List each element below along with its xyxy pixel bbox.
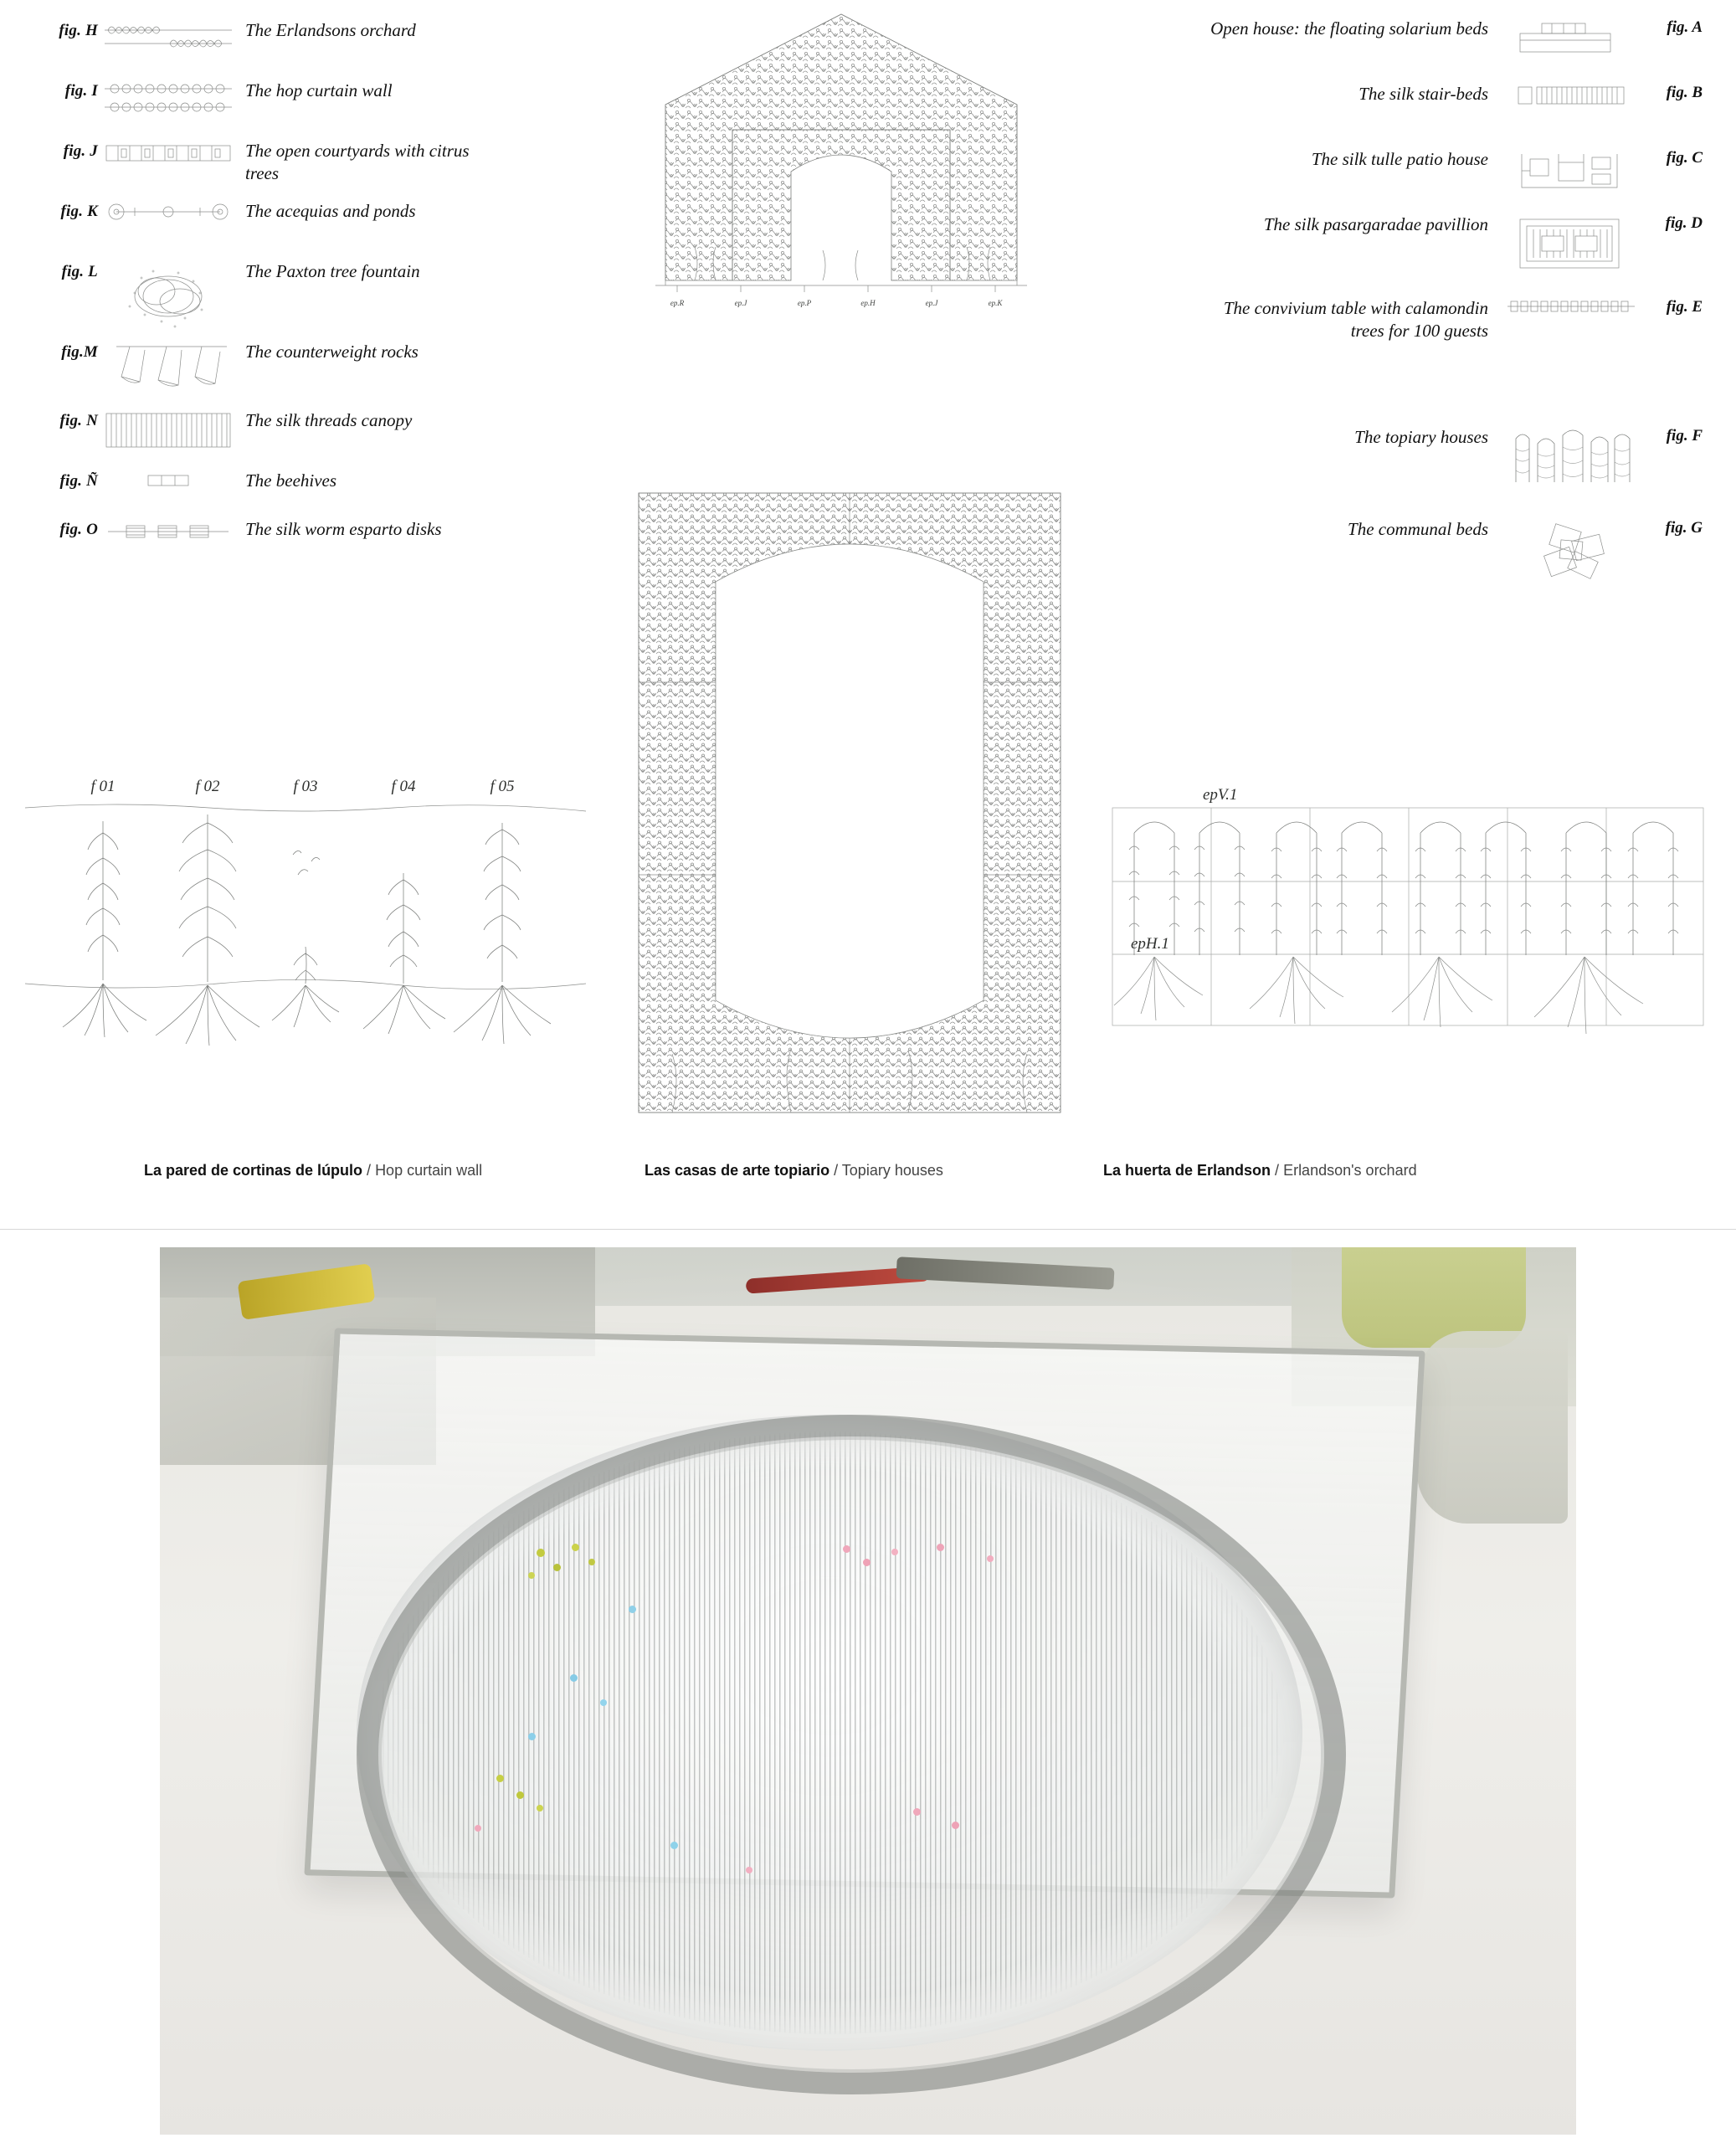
hop-curtain-section-drawing xyxy=(17,774,594,1126)
accent-dot xyxy=(572,1544,579,1551)
accent-dot xyxy=(528,1733,536,1740)
hop-curtain-icon xyxy=(98,77,239,117)
caption-title-es: Las casas de arte topiario xyxy=(645,1162,830,1179)
topiary-house-plan-drawing xyxy=(624,481,1076,1143)
accent-dot xyxy=(952,1822,959,1829)
legend-item-label: The convivium table with calamondin trees for 100 guests xyxy=(1223,298,1488,341)
orchard-label-horizontal: epH.1 xyxy=(1131,935,1169,953)
caption-erlandson-orchard: La huerta de Erlandson / Erlandson's orchard xyxy=(1103,1162,1417,1179)
legend-item xyxy=(1200,424,1703,516)
accent-dot xyxy=(570,1674,578,1682)
legend-item-label: Open house: the floating solarium beds xyxy=(1210,18,1488,39)
legend-fig-label: fig. Ñ xyxy=(59,472,98,490)
accent-dot xyxy=(516,1791,524,1799)
legend-item-label: The open courtyards with citrus trees xyxy=(245,141,470,183)
legend-fig-label: fig. I xyxy=(64,82,98,100)
legend-fig-label: fig. A xyxy=(1667,18,1703,36)
legend-item xyxy=(1200,146,1703,211)
accent-dot xyxy=(588,1559,595,1565)
legend-right xyxy=(1200,15,1703,608)
accent-dot xyxy=(937,1544,944,1551)
legend-fig-label: fig. F xyxy=(1666,427,1703,445)
section-label: f 01 xyxy=(90,778,116,795)
legend-item-label: The silk worm esparto disks xyxy=(245,519,442,539)
caption-topiary-houses: Las casas de arte topiario / Topiary houses xyxy=(645,1162,943,1179)
espalier-row-icon xyxy=(98,17,239,55)
pavillion-plan-icon xyxy=(1500,211,1642,276)
elevation-tick-label: ep.K xyxy=(988,299,1003,307)
legend-item-label: The topiary houses xyxy=(1354,427,1488,447)
legend-item xyxy=(46,516,498,576)
courtyard-plan-icon xyxy=(98,137,239,167)
legend-item xyxy=(46,137,498,198)
legend-fig-label: fig.M xyxy=(61,343,98,361)
accent-dot xyxy=(475,1825,481,1832)
legend-item-label: The acequias and ponds xyxy=(245,201,416,221)
legend-item-label: The silk tulle patio house xyxy=(1311,149,1488,169)
acequia-channel-icon xyxy=(98,198,239,224)
legend-fig-label: fig. O xyxy=(59,521,98,538)
accent-dot xyxy=(629,1606,636,1613)
convivium-table-icon xyxy=(1500,295,1642,318)
legend-fig-label: fig. L xyxy=(61,263,98,280)
caption-title-es: La pared de cortinas de lúpulo xyxy=(144,1162,363,1179)
legend-item-label: The silk pasargaradae pavillion xyxy=(1263,214,1488,234)
legend-item xyxy=(46,467,498,516)
topiary-houses-icon xyxy=(1500,424,1642,489)
section-label: f 05 xyxy=(490,778,515,795)
elevation-tick-label: ep.J xyxy=(925,299,938,307)
caption-title-en: Topiary houses xyxy=(841,1162,943,1179)
communal-beds-icon xyxy=(1500,516,1642,583)
legend-item-label: The beehives xyxy=(245,470,337,491)
legend-item xyxy=(46,17,498,77)
elevation-tick-label: ep.R xyxy=(670,299,685,307)
stair-beds-icon xyxy=(1500,80,1642,110)
elevation-tick-label: ep.P xyxy=(797,299,812,307)
legend-item xyxy=(46,407,498,467)
legend-item xyxy=(1200,211,1703,295)
patio-house-plan-icon xyxy=(1500,146,1642,196)
accent-dot xyxy=(553,1564,561,1571)
legend-item xyxy=(1200,80,1703,146)
legend-item xyxy=(46,77,498,137)
legend-item-label: The Erlandsons orchard xyxy=(245,20,416,40)
legend-item-label: The hop curtain wall xyxy=(245,80,393,100)
legend-item xyxy=(1200,295,1703,387)
caption-title-en: Hop curtain wall xyxy=(375,1162,483,1179)
legend-item-label: The Paxton tree fountain xyxy=(245,261,420,281)
section-label: f 02 xyxy=(195,778,220,795)
accent-dot xyxy=(863,1559,871,1566)
accent-dot xyxy=(670,1842,678,1849)
accent-dot xyxy=(537,1549,545,1557)
legend-item xyxy=(1200,516,1703,608)
esparto-disk-icon xyxy=(98,516,239,546)
legend-fig-label: fig. E xyxy=(1666,298,1703,316)
beehive-icon xyxy=(98,467,239,491)
silk-threads-icon xyxy=(98,407,239,452)
erlandson-orchard-drawing xyxy=(1101,783,1720,1143)
caption-hop-curtain-wall: La pared de cortinas de lúpulo / Hop curtain wall xyxy=(144,1162,483,1179)
legend-fig-label: fig. D xyxy=(1665,214,1703,232)
model-pin-rim xyxy=(357,1415,1346,2094)
legend-fig-label: fig. J xyxy=(63,142,98,160)
legend-left xyxy=(46,17,498,576)
legend-fig-label: fig. B xyxy=(1666,84,1703,101)
legend-fig-label: fig. G xyxy=(1665,519,1703,537)
legend-item xyxy=(46,258,498,338)
elevation-tick-label: ep.J xyxy=(734,299,747,307)
caption-title-en: Erlandson's orchard xyxy=(1283,1162,1417,1179)
section-label: f 04 xyxy=(391,778,416,795)
model-photograph xyxy=(160,1247,1576,2135)
legend-item xyxy=(46,338,498,407)
photo-frame xyxy=(160,1247,1576,2135)
section-label: f 03 xyxy=(293,778,318,795)
accent-dot xyxy=(528,1572,535,1579)
accent-dot xyxy=(496,1775,504,1782)
architectural-model xyxy=(277,1339,1449,2034)
legend-item-label: The silk threads canopy xyxy=(245,410,413,430)
accent-dot xyxy=(987,1555,994,1562)
caption-title-es: La huerta de Erlandson xyxy=(1103,1162,1271,1179)
legend-item-label: The counterweight rocks xyxy=(245,342,419,362)
legend-item xyxy=(1200,15,1703,80)
accent-dot xyxy=(746,1867,752,1873)
accent-dot xyxy=(537,1805,543,1812)
legend-item xyxy=(46,198,498,258)
accent-dot xyxy=(891,1549,898,1555)
accent-dot xyxy=(600,1699,607,1706)
solarium-section-icon xyxy=(1500,15,1642,59)
tree-fountain-icon xyxy=(98,258,239,337)
legend-item-label: The communal beds xyxy=(1348,519,1488,539)
elevation-tick-label: ep.H xyxy=(860,299,876,307)
legend-fig-label: fig. H xyxy=(59,22,98,39)
topiary-house-elevation-drawing xyxy=(615,4,1067,460)
accent-dot xyxy=(913,1808,921,1816)
legend-item-label: The silk stair-beds xyxy=(1358,84,1488,104)
accent-dot xyxy=(843,1545,850,1553)
legend-fig-label: fig. K xyxy=(60,203,98,220)
legend-fig-label: fig. C xyxy=(1666,149,1703,167)
legend-fig-label: fig. N xyxy=(59,412,98,429)
orchard-label-vertical: epV.1 xyxy=(1203,786,1238,804)
counterweight-rocks-icon xyxy=(98,338,239,400)
section-divider xyxy=(0,1229,1736,1230)
